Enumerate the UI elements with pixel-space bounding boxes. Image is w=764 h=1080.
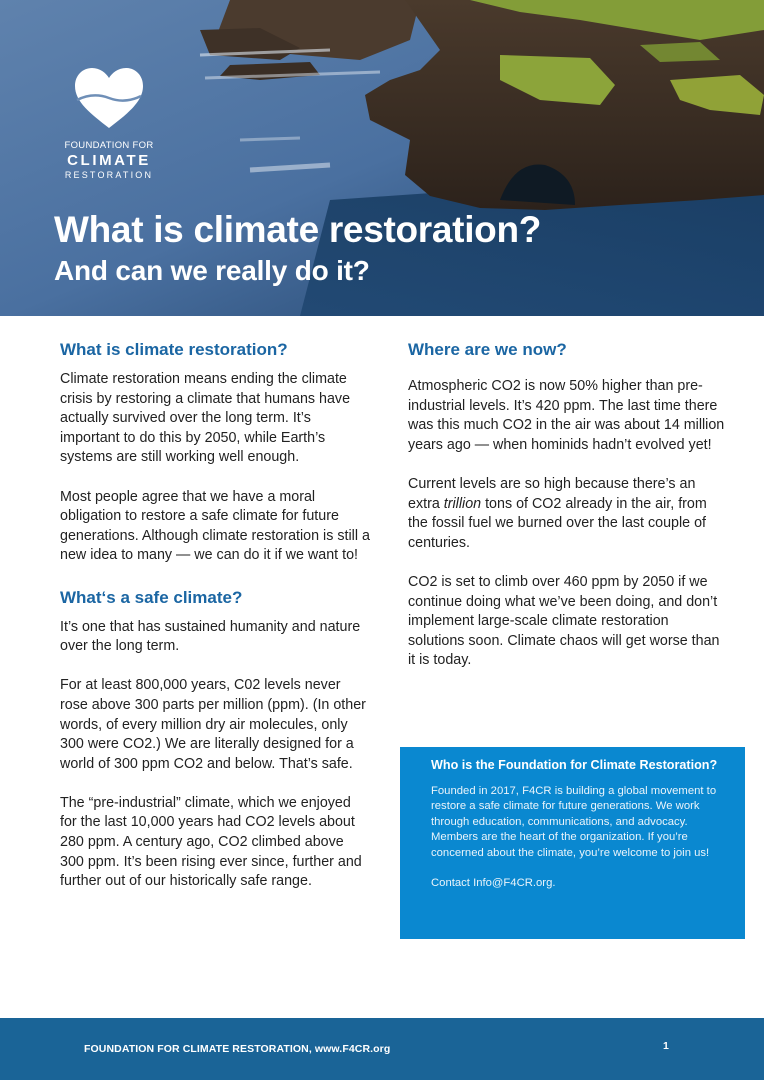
paragraph: For at least 800,000 years, C02 levels never rose above 300 parts per million (ppm). (In other words, of every million dry air molecules, only 300 were CO2.) We are literally designed for a world of 300 ppm CO2 and below. That’s safe. [60, 677, 366, 772]
title-main: What is climate restoration? [54, 209, 542, 250]
paragraph: Climate restoration means ending the climate crisis by restoring a climate that humans have actually survived over the long term. It’s important to do this by 2050, while Earth’s systems are still working well enough. [60, 371, 351, 466]
heart-logo-icon [73, 66, 145, 130]
about-f4cr-box [400, 747, 745, 939]
paragraph: The “pre-industrial” climate, which we enjoyed for the last 10,000 years had CO2 levels about 280 ppm. A century ago, CO2 climbed above 300 ppm. It’s been rising ever since, further and further out of our historically safe range. [60, 794, 362, 890]
emphasis-trillion: trillion [443, 495, 482, 512]
logo-line-3: RESTORATION [64, 170, 154, 180]
page-title [54, 207, 541, 289]
heading-where-are-we-now: Where are we now? [408, 340, 567, 359]
paragraph: CO2 is set to climb over 460 ppm by 2050 if we continue doing what we’ve been doing, and don’t implement large-scale climate restoration solutions soon. Climate chaos will get worse than it is today. [408, 573, 720, 669]
hero-banner [0, 0, 764, 316]
contact-email-link[interactable]: Contact Info@F4CR.org. [431, 877, 556, 890]
logo-line-2: CLIMATE [67, 152, 151, 169]
paragraph [408, 475, 728, 553]
about-body: Founded in 2017, F4CR is building a global movement to restore a safe climate for future generations. We work through education, communications, and advocacy. Members are the heart of the organization. If you’re concerned about the climate, you’re welcome to join us! [431, 785, 717, 859]
about-heading: Who is the Foundation for Climate Restoration? [431, 758, 718, 772]
heading-whats-a-safe-climate: What‘s a safe climate? [60, 587, 243, 607]
paragraph: Atmospheric CO2 is now 50% higher than pre-industrial levels. It’s 420 ppm. The last time there was this much CO2 in the air was about 14 million years ago — when hominids hadn’t evolved yet! [408, 378, 725, 453]
title-subtitle: And can we really do it? [54, 255, 370, 286]
paragraph-text: tons of CO2 already in the air, from the fossil fuel we burned over the last couple of centuries. [408, 495, 707, 551]
paragraph-text: Current levels are so high because there’s an extra [408, 475, 696, 512]
page-number: 1 [663, 1040, 669, 1052]
left-column [60, 338, 370, 911]
logo-line-1: FOUNDATION FOR [64, 140, 154, 151]
right-column [408, 338, 728, 691]
f4cr-logo [64, 66, 154, 180]
paragraph: Most people agree that we have a moral obligation to restore a safe climate for future generations. Although climate restoration is still a new idea to many — we can do it if we want to! [60, 488, 370, 564]
paragraph: It’s one that has sustained humanity and nature over the long term. [60, 618, 361, 655]
footer-text: FOUNDATION FOR CLIMATE RESTORATION, www.F4CR.org [84, 1043, 391, 1055]
page-footer [0, 1018, 764, 1080]
heading-what-is-climate-restoration: What is climate restoration? [60, 340, 288, 359]
